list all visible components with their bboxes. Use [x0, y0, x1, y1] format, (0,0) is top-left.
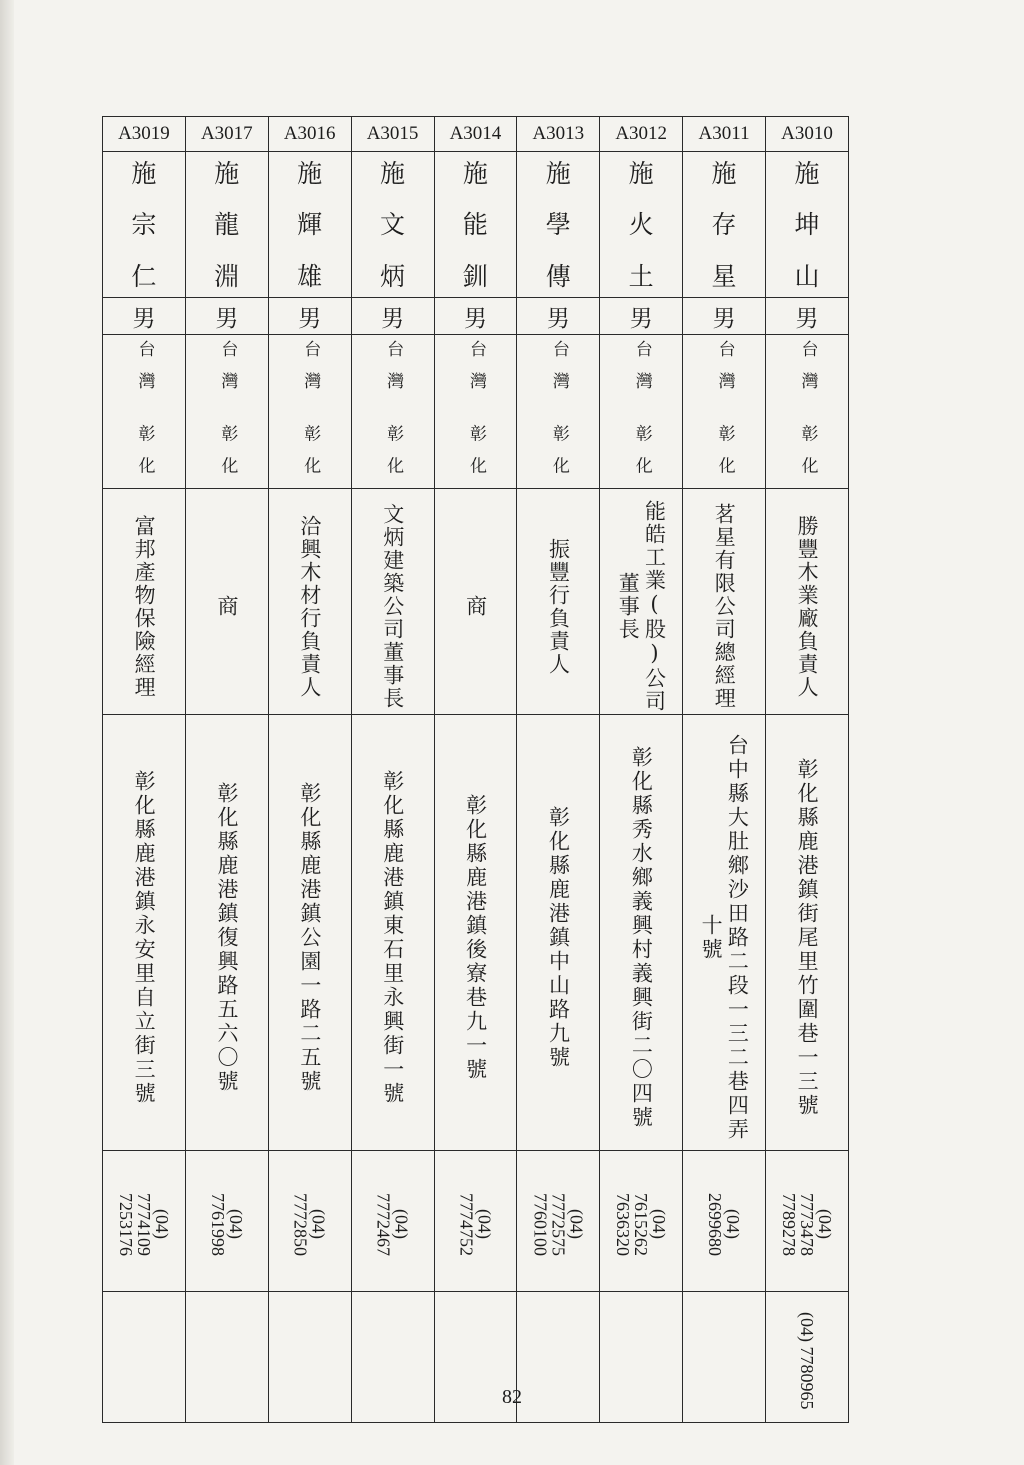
name-char: 山 [794, 261, 820, 291]
address-text: 台中縣大肚鄉沙田路二段一三二巷四弄十號 [699, 733, 750, 1142]
member-registry-table [102, 116, 849, 1423]
record-id: A3013 [517, 117, 600, 152]
phone-line: 7774109 [133, 1192, 154, 1256]
record-id: A3016 [268, 117, 351, 152]
record-origin [683, 335, 766, 489]
record-phone [600, 1151, 683, 1292]
name-char: 火 [628, 210, 654, 239]
name-char: 輝 [297, 210, 323, 239]
origin-text: 台灣 彰化 [217, 340, 238, 489]
phone-line: (04) [225, 1209, 246, 1240]
record-address [766, 715, 849, 1151]
phone-line: (04) [308, 1209, 329, 1240]
address-text: 彰化縣鹿港鎮公園一路二五號 [297, 781, 322, 1094]
phone-line: 7772575 [548, 1192, 569, 1256]
title-text: 振豐行負責人 [546, 537, 571, 676]
record-sex: 男 [683, 298, 766, 335]
phone-line: 7772850 [290, 1192, 311, 1256]
title-text: 茗星有限公司總經理 [712, 503, 737, 711]
name-char: 宗 [131, 210, 157, 239]
record-title [600, 489, 683, 715]
phone-line: 7636320 [613, 1192, 634, 1256]
phone-line: (04) [723, 1209, 744, 1240]
phone-line: (04) [815, 1209, 835, 1240]
record-phone [517, 1151, 600, 1292]
record-title [185, 489, 268, 715]
title-text: 能皓工業(股)公司董事長 [616, 500, 667, 714]
phone-line: 7774752 [456, 1192, 477, 1256]
record-address [434, 715, 517, 1151]
record-origin [351, 335, 434, 489]
record-origin [600, 335, 683, 489]
name-char: 施 [131, 158, 157, 188]
record-sex: 男 [600, 298, 683, 335]
record-sex: 男 [103, 298, 186, 335]
title-row [103, 489, 849, 715]
name-char: 施 [794, 158, 820, 188]
origin-row [103, 335, 849, 489]
phone2-text: (04) 7780965 [797, 1311, 817, 1410]
sex-row [103, 298, 849, 335]
record-name [185, 152, 268, 298]
record-name [351, 152, 434, 298]
phone-line: (04) [566, 1209, 587, 1240]
record-name [268, 152, 351, 298]
name-char: 施 [628, 158, 654, 188]
name-row [103, 152, 849, 298]
record-id: A3010 [766, 117, 849, 152]
record-sex: 男 [185, 298, 268, 335]
origin-text: 台灣 彰化 [714, 340, 735, 489]
record-id: A3012 [600, 117, 683, 152]
record-id: A3014 [434, 117, 517, 152]
name-char: 施 [297, 158, 323, 188]
phone-line: (04) [151, 1209, 172, 1240]
record-name [600, 152, 683, 298]
record-sex: 男 [268, 298, 351, 335]
name-char: 施 [711, 158, 737, 188]
name-char: 仁 [131, 261, 157, 291]
record-title [517, 489, 600, 715]
name-char: 土 [628, 261, 654, 291]
origin-text: 台灣 彰化 [548, 340, 569, 489]
record-sex: 男 [766, 298, 849, 335]
phone-line: 7789278 [779, 1192, 799, 1256]
record-origin [434, 335, 517, 489]
address-text: 彰化縣鹿港鎮復興路五六〇號 [214, 781, 239, 1094]
address-text: 彰化縣鹿港鎮後寮巷九一號 [463, 793, 488, 1082]
record-phone [185, 1151, 268, 1292]
record-sex: 男 [351, 298, 434, 335]
origin-text: 台灣 彰化 [134, 340, 155, 489]
record-sex: 男 [517, 298, 600, 335]
phone-line: 7253176 [115, 1192, 136, 1256]
record-origin [766, 335, 849, 489]
name-char: 傳 [545, 261, 571, 291]
record-address [351, 715, 434, 1151]
record-phone [683, 1151, 766, 1292]
record-address [683, 715, 766, 1151]
phone-line: 7761998 [207, 1192, 228, 1256]
name-char: 坤 [794, 210, 820, 239]
name-char: 施 [462, 158, 488, 188]
record-address [185, 715, 268, 1151]
record-id: A3017 [185, 117, 268, 152]
name-char: 施 [545, 158, 571, 188]
phone-line: 7760100 [530, 1192, 551, 1256]
record-title [766, 489, 849, 715]
title-text: 文炳建築公司董事長 [380, 503, 405, 711]
record-title [434, 489, 517, 715]
record-title [683, 489, 766, 715]
record-id: A3011 [683, 117, 766, 152]
record-sex: 男 [434, 298, 517, 335]
record-title [351, 489, 434, 715]
phone-line: 7772467 [373, 1192, 394, 1256]
page-binding-edge [0, 0, 14, 1465]
name-char: 星 [711, 261, 737, 291]
name-char: 淵 [214, 261, 240, 291]
record-id: A3015 [351, 117, 434, 152]
address-row [103, 715, 849, 1151]
record-name [766, 152, 849, 298]
record-origin [268, 335, 351, 489]
name-char: 龍 [214, 210, 240, 239]
record-address [268, 715, 351, 1151]
name-char: 炳 [380, 261, 406, 291]
record-phone [268, 1151, 351, 1292]
title-text: 洽興木材行負責人 [297, 514, 322, 699]
record-id: A3019 [103, 117, 186, 152]
address-text: 彰化縣鹿港鎮中山路九號 [546, 805, 571, 1070]
name-char: 施 [380, 158, 406, 188]
title-text: 商 [463, 595, 488, 619]
record-phone [434, 1151, 517, 1292]
record-address [517, 715, 600, 1151]
origin-text: 台灣 彰化 [465, 340, 486, 489]
title-text: 商 [214, 595, 239, 619]
phone-line: 7615262 [631, 1192, 652, 1256]
title-text: 勝豐木業廠負責人 [795, 514, 820, 699]
record-name [517, 152, 600, 298]
record-name [103, 152, 186, 298]
record-title [268, 489, 351, 715]
name-char: 學 [545, 210, 571, 239]
name-char: 能 [462, 210, 488, 239]
name-char: 存 [711, 210, 737, 239]
phone-line: 7773478 [797, 1192, 817, 1256]
origin-text: 台灣 彰化 [797, 340, 818, 489]
phone-line: 2699680 [705, 1192, 726, 1256]
record-title [103, 489, 186, 715]
record-address [103, 715, 186, 1151]
address-text: 彰化縣鹿港鎮東石里永興街一號 [380, 769, 405, 1106]
page-number: 82 [502, 1386, 522, 1408]
address-text: 彰化縣鹿港鎮街尾里竹圍巷一三號 [795, 757, 820, 1118]
origin-text: 台灣 彰化 [383, 340, 404, 489]
phone-line: (04) [391, 1209, 412, 1240]
phone-line: (04) [474, 1209, 495, 1240]
title-text: 富邦產物保險經理 [132, 514, 157, 699]
record-phone [351, 1151, 434, 1292]
record-name [683, 152, 766, 298]
phone-line: (04) [649, 1209, 670, 1240]
record-phone [766, 1151, 849, 1292]
record-phone [103, 1151, 186, 1292]
phone-row [103, 1151, 849, 1292]
record-name [434, 152, 517, 298]
record-origin [103, 335, 186, 489]
origin-text: 台灣 彰化 [300, 340, 321, 489]
origin-text: 台灣 彰化 [631, 340, 652, 489]
address-text: 彰化縣鹿港鎮永安里自立街三號 [132, 769, 157, 1106]
name-char: 雄 [297, 261, 323, 291]
name-char: 文 [380, 210, 406, 239]
id-row [103, 117, 849, 152]
record-origin [185, 335, 268, 489]
record-origin [517, 335, 600, 489]
name-char: 釧 [462, 261, 488, 291]
name-char: 施 [214, 158, 240, 188]
record-address [600, 715, 683, 1151]
address-text: 彰化縣秀水鄉義興村義興街二〇四號 [629, 745, 654, 1130]
